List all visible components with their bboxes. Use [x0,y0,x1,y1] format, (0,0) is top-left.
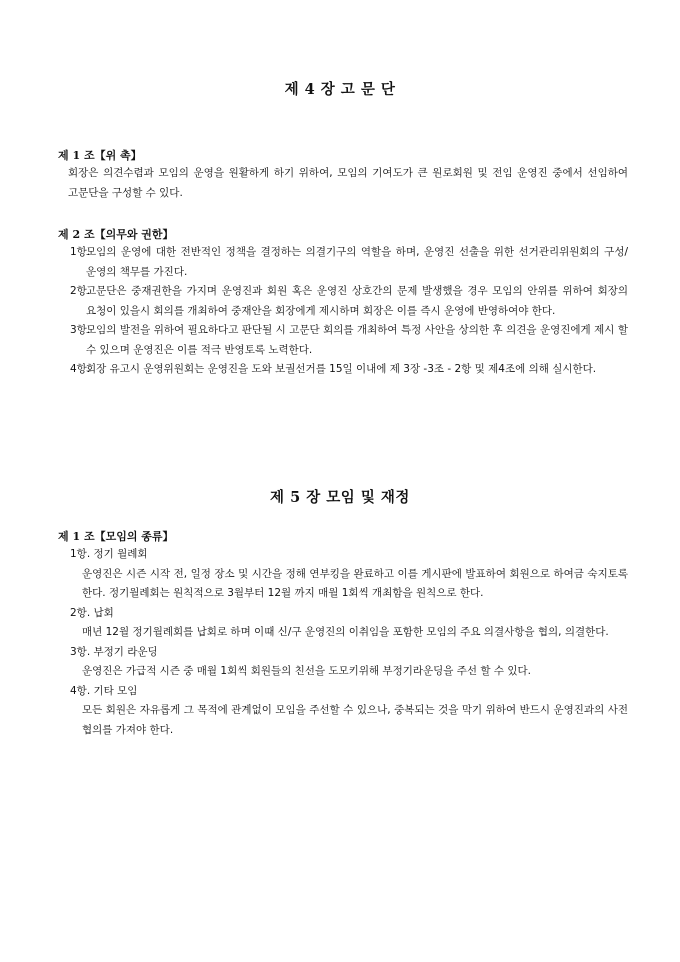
clause [58,282,628,321]
chapter-5-title: 제 5 장 모임 및 재정 [270,489,410,506]
clause [58,321,628,360]
item-title: 1항. 정기 월례회 [70,548,148,560]
chapter-5-article-1 [58,528,628,740]
item-title: 2항. 납회 [70,606,114,619]
clause-text: 모임의 운영에 대한 전반적인 정책을 결정하는 의결기구의 역할을 하며, 운영진 선출을 위한 선거관리위원회의 구성/운영의 책무를 가진다. [86,246,628,278]
clause [58,243,628,282]
chapter-4-article-1 [58,147,628,203]
article-heading: 제 2 조【의무와 권한】 [58,228,174,241]
clause-text: 회장 유고시 운영위원회는 운영진을 도와 보궐선거를 15일 이내에 제 3장 -3조 - 2항 및 제4조에 의해 실시한다. [86,363,597,375]
clause-number: 3항. [70,324,91,336]
item-text: 운영진은 가급적 시즌 중 매월 1회씩 회원들의 친선을 도모키위해 부정기라운딩을 주선 할 수 있다. [82,665,531,677]
item-text: 운영진은 시즌 시작 전, 일정 장소 및 시간을 정해 연부킹을 완료하고 이를 게시판에 발표하여 회원으로 하여금 숙지토록 한다. 정기월례회는 원칙적으로 3월부터 12월 까지 매월 1회씩 개최함을 원칙으로 한다. [82,567,628,599]
item-title: 4항. 기타 모임 [70,684,138,697]
clause-number: 4항. [70,363,91,375]
article-heading: 제 1 조【모임의 종류】 [58,530,174,543]
clause [58,360,628,380]
article-body: 회장은 의견수렴과 모임의 운영을 원활하게 하기 위하여, 모임의 기여도가 큰 원로회원 및 전임 운영진 중에서 선임하여 고문단을 구성할 수 있다. [68,167,628,199]
item-text: 매년 12월 정기월례회를 납회로 하며 이때 신/구 운영진의 이취임을 포함한 모임의 주요 의결사항을 협의, 의결한다. [82,626,609,638]
article-heading: 제 1 조【위 촉】 [58,149,142,162]
chapter-4-article-2 [58,226,628,380]
clause-text: 고문단은 중재권한을 가지며 운영진과 회원 혹은 운영진 상호간의 문제 발생했을 경우 모임의 안위를 위하여 회장의 요청이 있을시 회의를 개최하여 중재안을 회장에게 제시하며 회장은 이를 즉시 운영에 반영하여야 한다. [86,285,628,317]
chapter-4-title: 제 4 장 고 문 단 [284,81,396,98]
item-text: 모든 회원은 자유롭게 그 목적에 관계없이 모임을 주선할 수 있으나, 중복되는 것을 막기 위하여 반드시 운영진과의 사전 협의를 가져야 한다. [82,704,628,736]
item-title: 3항. 부정기 라운딩 [70,645,158,658]
clause-number: 1항. [70,246,91,258]
clause-number: 2항. [70,285,91,297]
clause-text: 모임의 발전을 위하여 필요하다고 판단될 시 고문단 회의를 개최하여 특정 사안을 상의한 후 의견을 운영진에게 제시 할 수 있으며 운영진은 이를 적극 반영토록 노력한다. [86,324,628,356]
